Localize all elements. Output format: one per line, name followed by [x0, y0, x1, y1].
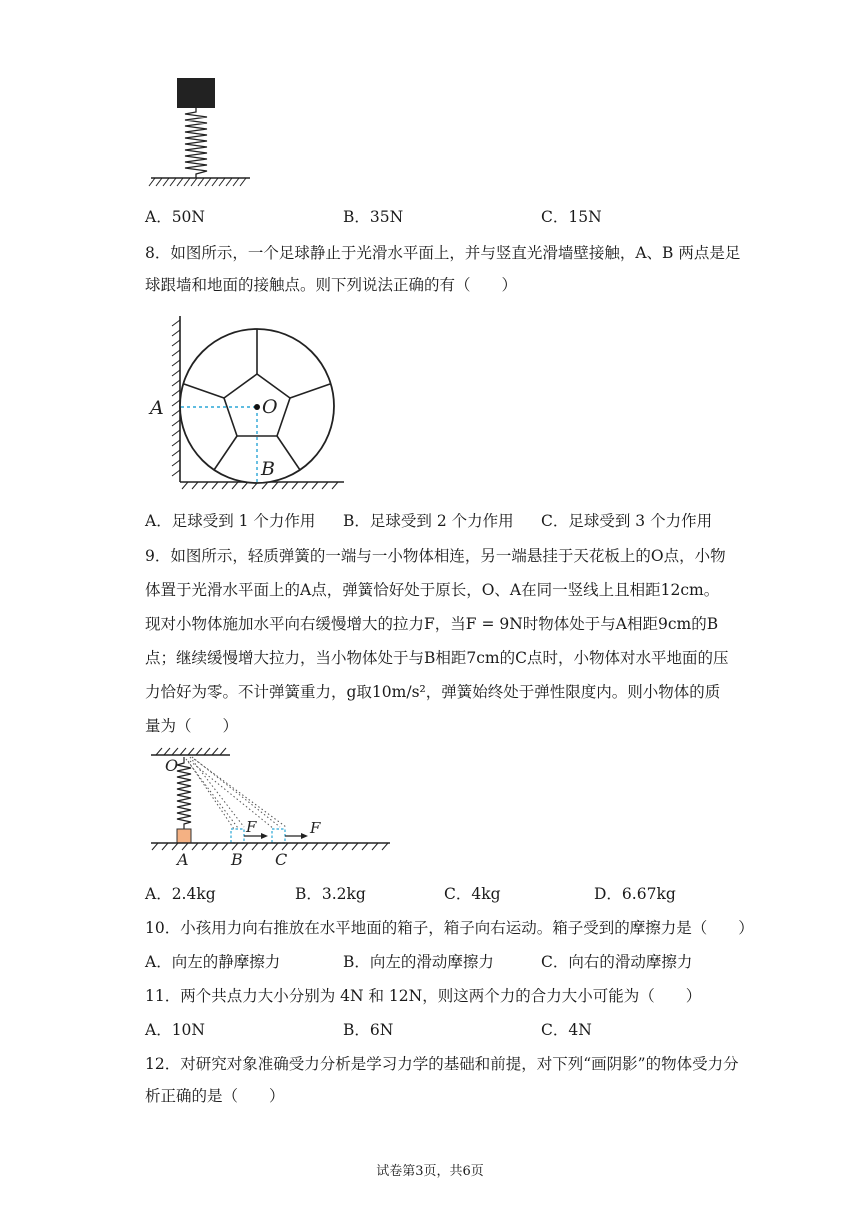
- q8-text-line-2: 球跟墙和地面的接触点。则下列说法正确的有（ ）: [145, 276, 518, 294]
- q7-option-c[interactable]: C．15N: [541, 208, 602, 226]
- label-o: O: [262, 396, 278, 418]
- q10-option-c[interactable]: C．向右的滑动摩擦力: [541, 953, 693, 971]
- label-o9: O: [165, 756, 179, 775]
- q9-text-line-3: 现对小物体施加水平向右缓慢增大的拉力F，当F = 9N时物体处于与A相距9cm的B: [145, 615, 719, 633]
- q11-option-c[interactable]: C．4N: [541, 1021, 592, 1039]
- label-a9: A: [177, 850, 189, 869]
- q9-text-line-1: 9．如图所示，轻质弹簧的一端与一小物体相连，另一端悬挂于天花板上的O点，小物: [145, 547, 726, 565]
- q12-text-line-1: 12．对研究对象准确受力分析是学习力学的基础和前提，对下列“画阴影”的物体受力分: [145, 1055, 739, 1073]
- q7-option-a[interactable]: A．50N: [145, 208, 205, 226]
- q9-text-line-5: 力恰好为零。不计弹簧重力，g取10m/s²，弹簧始终处于弹性限度内。则小物体的质: [145, 683, 721, 701]
- q10-option-a[interactable]: A．向左的静摩擦力: [145, 953, 281, 971]
- spring-block-figure: [145, 76, 260, 188]
- page-footer: 试卷第3页，共6页: [376, 1164, 484, 1179]
- q11-text-line-1: 11．两个共点力大小分别为 4N 和 12N，则这两个力的合力大小可能为（ ）: [145, 987, 702, 1005]
- q9-option-a[interactable]: A．2.4kg: [145, 885, 216, 903]
- q10-text-line-1: 10．小孩用力向右推放在水平地面的箱子，箱子向右运动。箱子受到的摩擦力是（ ）: [145, 919, 754, 937]
- q8-text-line-1: 8．如图所示，一个足球静止于光滑水平面上，并与竖直光滑墙壁接触，A、B 两点是足: [145, 244, 741, 262]
- q10-option-b[interactable]: B．向左的滑动摩擦力: [343, 953, 494, 971]
- label-c9: C: [275, 850, 288, 869]
- q7-option-b[interactable]: B．35N: [343, 208, 404, 226]
- q8-option-b[interactable]: B．足球受到 2 个力作用: [343, 512, 514, 530]
- q11-option-b[interactable]: B．6N: [343, 1021, 394, 1039]
- label-b: B: [261, 458, 275, 480]
- label-f2: F: [310, 819, 321, 837]
- q9-option-c[interactable]: C．4kg: [444, 885, 501, 903]
- label-b9: B: [231, 850, 243, 869]
- q8-option-a[interactable]: A．足球受到 1 个力作用: [145, 512, 316, 530]
- label-a: A: [150, 397, 164, 419]
- football-wall-figure: [148, 312, 348, 490]
- q9-text-line-4: 点；继续缓慢增大拉力，当小物体处于与B相距7cm的C点时，小物体对水平地面的压: [145, 649, 729, 667]
- spring-ceiling-figure: [148, 745, 398, 870]
- label-f1: F: [246, 818, 257, 836]
- q9-text-line-2: 体置于光滑水平面上的A点，弹簧恰好处于原长，O、A在同一竖线上且相距12cm。: [145, 581, 720, 599]
- q9-option-d[interactable]: D．6.67kg: [594, 885, 676, 903]
- q8-option-c[interactable]: C．足球受到 3 个力作用: [541, 512, 713, 530]
- q9-option-b[interactable]: B．3.2kg: [295, 885, 366, 903]
- q11-option-a[interactable]: A．10N: [145, 1021, 205, 1039]
- q12-text-line-2: 析正确的是（ ）: [145, 1087, 285, 1105]
- q9-text-line-6: 量为（ ）: [145, 717, 239, 735]
